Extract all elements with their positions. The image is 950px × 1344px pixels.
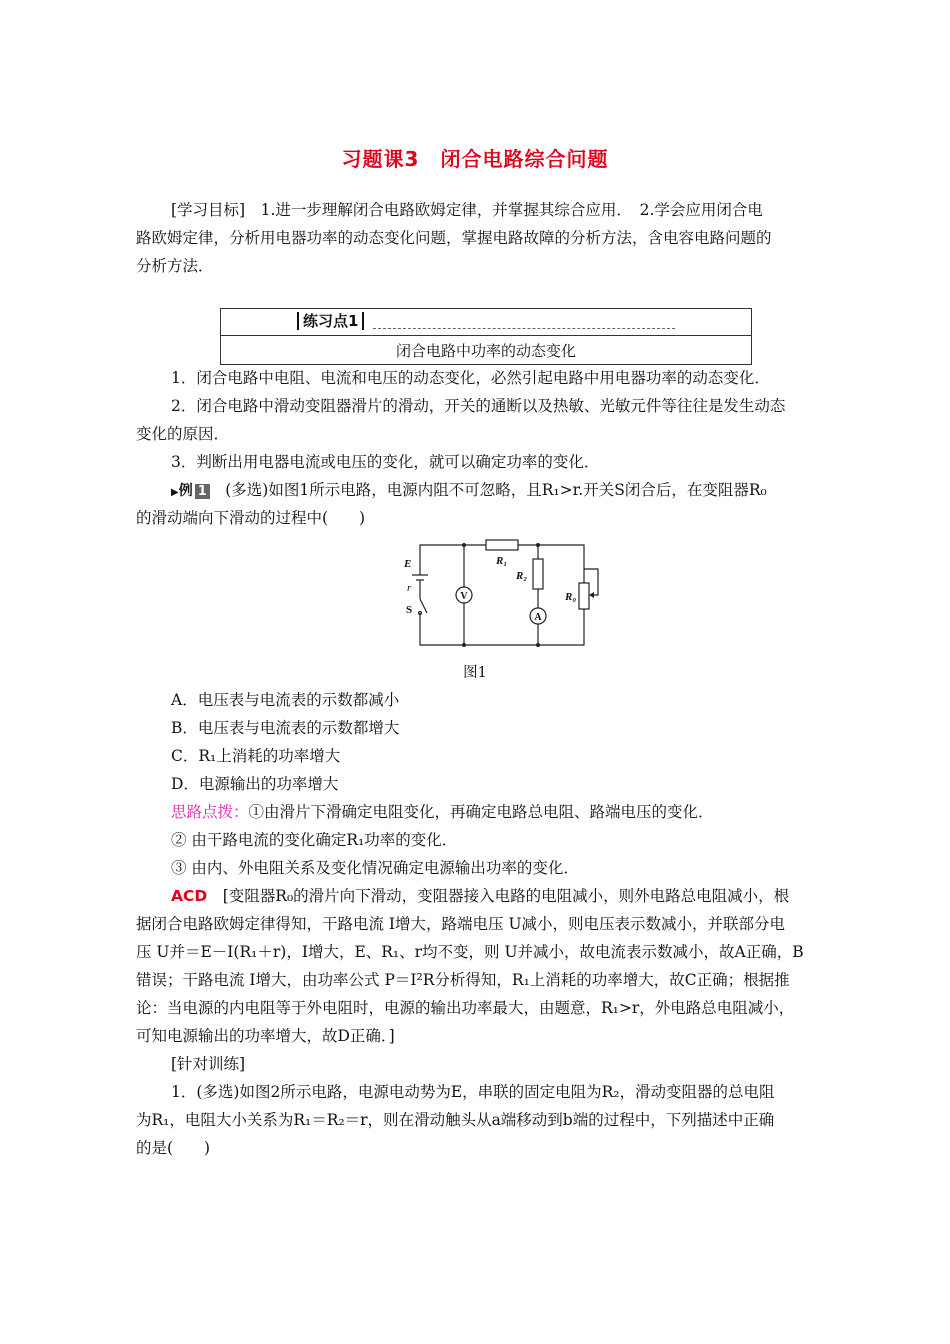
training-line-1: 1．(多选)如图2所示电路，电源电动势为E，串联的固定电阻为R₂，滑动变阻器的总电阻: [171, 1083, 775, 1101]
hint-line-1: [171, 802, 836, 822]
option-b: B．电压表与电流表的示数都增大: [171, 719, 400, 737]
switch-blade: [420, 599, 427, 613]
triangle-icon: ▶: [171, 487, 179, 498]
resistor-r2: [533, 559, 543, 589]
training-line-3: 的是( ): [136, 1139, 211, 1157]
answer-line-1: [171, 886, 836, 906]
training-header: [针对训练]: [171, 1055, 246, 1073]
section-header-box: [220, 308, 752, 365]
junction-dot: [462, 543, 466, 547]
point-3: 3．判断出用电器电流或电压的变化，就可以确定功率的变化．: [171, 453, 600, 471]
section-dash-line: [373, 328, 675, 329]
section-tag: 练习点1: [297, 312, 364, 330]
hint-line-1-text: ①由滑片下滑确定电阻变化，再确定电路总电阻、路端电压的变化．: [248, 803, 714, 821]
r0-label: R₀: [565, 591, 577, 603]
hint-line-2: ② 由干路电流的变化确定R₁功率的变化．: [171, 831, 458, 849]
r2-label: R₂: [516, 570, 528, 582]
example-marker-number: 1: [195, 484, 210, 499]
point-1: 1．闭合电路中电阻、电流和电压的动态变化，必然引起电路中用电器功率的动态变化．: [171, 369, 770, 387]
objectives-line-1: [学习目标] 1.进一步理解闭合电路欧姆定律，并掌握其综合应用． 2.学会应用闭合电: [171, 201, 763, 219]
example-line-1: [171, 480, 836, 503]
option-a: A．电压表与电流表的示数都减小: [171, 691, 400, 709]
point-2b: 变化的原因．: [136, 425, 230, 443]
page-title: 习题课3 闭合电路综合问题: [341, 147, 609, 171]
circuit-diagram: [392, 533, 604, 658]
junction-dot: [536, 643, 540, 647]
emf-label: E: [404, 558, 412, 570]
example-marker-label: 例: [178, 483, 193, 499]
option-d: D．电源输出的功率增大: [171, 775, 339, 793]
switch-label: S: [406, 604, 413, 616]
example-line-1-text: (多选)如图1所示电路，电源内阻不可忽略，且R₁>r.开关S闭合后，在变阻器R₀: [209, 481, 767, 499]
hint-label: 思路点拨：: [171, 803, 249, 821]
answer-line-5: 论：当电源的内电阻等于外电阻时，电源的输出功率最大，由题意，R₁>r，外电路总电阻减小，: [136, 999, 795, 1017]
ammeter-label: A: [534, 612, 542, 623]
section-topic: 闭合电路中功率的动态变化: [395, 342, 576, 360]
example-line-2: 的滑动端向下滑动的过程中( ): [136, 509, 366, 527]
answer-line-1-text: [变阻器R₀的滑片向下滑动，变阻器接入电路的电阻减小，则外电路总电阻减小，根: [207, 887, 790, 905]
answer-line-2: 据闭合电路欧姆定律得知，干路电流 I增大，路端电压 U减小，则电压表示数减小，并联部分电: [136, 915, 786, 933]
r1-label: R₁: [496, 555, 508, 567]
answer-line-3: 压 U并＝E－I(R₁＋r)，I增大，E、R₁、r均不变，则 U并减小，故电流表示数减小，故A正确，B: [136, 943, 804, 961]
hint-line-3: ③ 由内、外电阻关系及变化情况确定电源输出功率的变化．: [171, 859, 579, 877]
answer-line-6: 可知电源输出的功率增大，故D正确．]: [136, 1027, 395, 1045]
option-c: C．R₁上消耗的功率增大: [171, 747, 341, 765]
junction-dot: [536, 543, 540, 547]
objectives-line-3: 分析方法．: [136, 257, 214, 275]
objectives-line-2: 路欧姆定律，分析用电器功率的动态变化问题，掌握电路故障的分析方法，含电容电路问题的: [136, 229, 772, 247]
resistor-r1: [486, 540, 518, 550]
resistor-r0: [579, 583, 589, 609]
training-line-2: 为R₁，电阻大小关系为R₁＝R₂＝r，则在滑动触头从a端移动到b端的过程中，下列描述中正确: [136, 1111, 775, 1129]
voltmeter-label: V: [460, 591, 468, 602]
point-2a: 2．闭合电路中滑动变阻器滑片的滑动，开关的通断以及热敏、光敏元件等往往是发生动态: [171, 397, 786, 415]
example-marker: [171, 481, 210, 503]
r0-slider-arrow: [589, 592, 594, 598]
internal-resistance-label: r: [407, 582, 412, 594]
answer-label: ACD: [171, 887, 208, 905]
figure-caption: 图1: [463, 665, 487, 681]
junction-dot: [462, 643, 466, 647]
answer-line-4: 错误；干路电流 I增大，由功率公式 P＝I²R分析得知，R₁上消耗的功率增大，故C正确；根据推: [136, 971, 790, 989]
section-divider: [221, 335, 751, 336]
